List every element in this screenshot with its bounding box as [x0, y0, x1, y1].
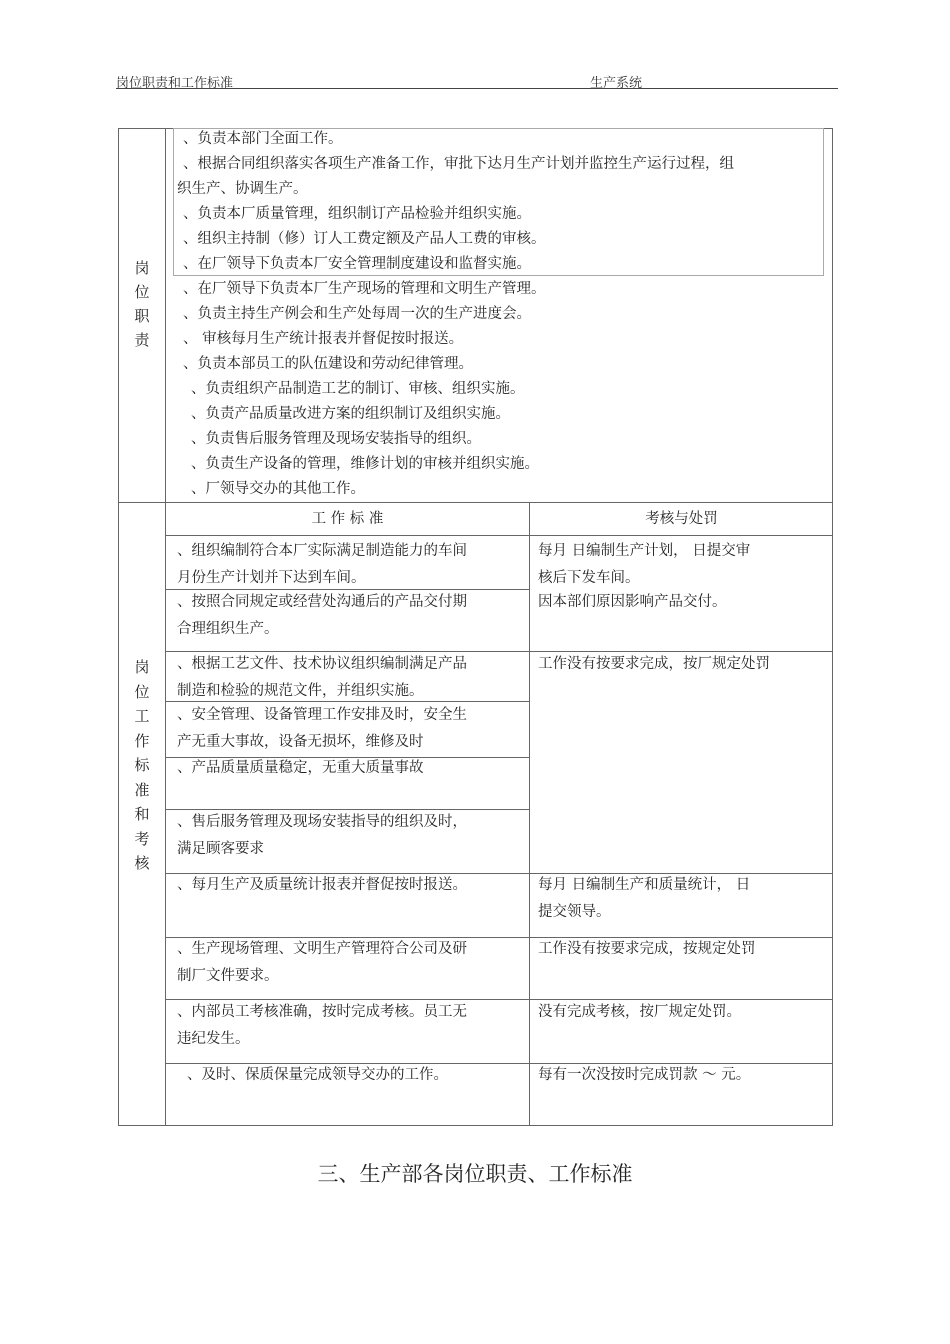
assessment-cell: 工作没有按要求完成，按规定处罚	[538, 941, 756, 957]
assessment-cell: 没有完成考核，按厂规定处罚。	[538, 1004, 741, 1020]
standard-cell: 、每月生产及质量统计报表并督促按时报送。	[177, 877, 467, 893]
header-right: 生产系统	[590, 76, 643, 91]
label-column-divider	[165, 128, 166, 1126]
duty-item: 、厂领导交办的其他工作。	[191, 481, 365, 497]
standard-cell: 、按照合同规定或经营处沟通后的产品交付期 合理组织生产。	[177, 594, 467, 637]
duty-item: 、负责产品质量改进方案的组织制订及组织实施。	[191, 406, 510, 422]
duty-item: 、负责售后服务管理及现场安装指导的组织。	[191, 431, 481, 447]
assessment-cell: 每有一次没按时完成罚款 ～ 元。	[538, 1067, 751, 1083]
duty-item: 、负责本部员工的队伍建设和劳动纪律管理。	[183, 356, 473, 372]
assessment-cell: 因本部们原因影响产品交付。	[538, 594, 727, 610]
duty-item: 织生产、协调生产。	[177, 181, 308, 197]
section-title: 三、生产部各岗位职责、工作标准	[317, 1162, 633, 1186]
header-left: 岗位职责和工作标准	[116, 76, 234, 91]
standard-cell: 、产品质量质量稳定，无重大质量事故	[177, 760, 424, 776]
standards-section-label: 岗 位 工 作 标 准 和 考 核	[134, 658, 150, 872]
assessment-cell: 工作没有按要求完成，按厂规定处罚	[538, 656, 770, 672]
standard-cell: 、内部员工考核准确，按时完成考核。员工无 违纪发生。	[177, 1004, 467, 1047]
assessment-cell: 每月 日编制生产计划， 日提交审 核后下发车间。	[538, 543, 751, 586]
assessment-cell: 每月 日编制生产和质量统计， 日 提交领导。	[538, 877, 751, 920]
standard-cell: 、售后服务管理及现场安装指导的组织及时， 满足顾客要求	[177, 814, 467, 857]
standard-cell: 、根据工艺文件、技术协议组织编制满足产品 制造和检验的规范文件，并组织实施。	[177, 656, 467, 699]
header-rule	[116, 88, 838, 89]
duty-item: 、负责本厂质量管理，组织制订产品检验并组织实施。	[183, 206, 531, 222]
duty-item: 、负责组织产品制造工艺的制订、审核、组织实施。	[191, 381, 525, 397]
duty-item: 、 审核每月生产统计报表并督促按时报送。	[183, 331, 464, 347]
duty-item: 、组织主持制（修）订人工费定额及产品人工费的审核。	[183, 231, 546, 247]
duty-item: 、在厂领导下负责本厂安全管理制度建设和监督实施。	[183, 256, 531, 272]
duty-item: 、根据合同组织落实各项生产准备工作，审批下达月生产计划并监控生产运行过程，组	[183, 156, 734, 172]
duty-item: 、负责生产设备的管理，维修计划的审核并组织实施。	[191, 456, 539, 472]
middle-column-divider	[529, 502, 530, 1126]
duty-item: 、负责主持生产例会和生产处每周一次的生产进度会。	[183, 306, 531, 322]
duties-section-label: 岗 位 职 责	[134, 259, 150, 349]
section-divider	[118, 502, 833, 503]
standard-cell: 、安全管理、设备管理工作安排及时，安全生 产无重大事故，设备无损坏，维修及时	[177, 707, 467, 750]
standard-cell: 、生产现场管理、文明生产管理符合公司及研 制厂文件要求。	[177, 941, 467, 984]
standard-cell: 、及时、保质保量完成领导交办的工作。	[187, 1067, 448, 1083]
duty-item: 、负责本部门全面工作。	[183, 131, 343, 147]
row-line	[165, 535, 833, 536]
assessment-column-header: 考核与处罚	[645, 511, 718, 527]
duty-item: 、在厂领导下负责本厂生产现场的管理和文明生产管理。	[183, 281, 546, 297]
standard-cell: 、组织编制符合本厂实际满足制造能力的车间 月份生产计划并下达到车间。	[177, 543, 467, 586]
standard-column-header: 工 作 标 准	[311, 511, 384, 527]
